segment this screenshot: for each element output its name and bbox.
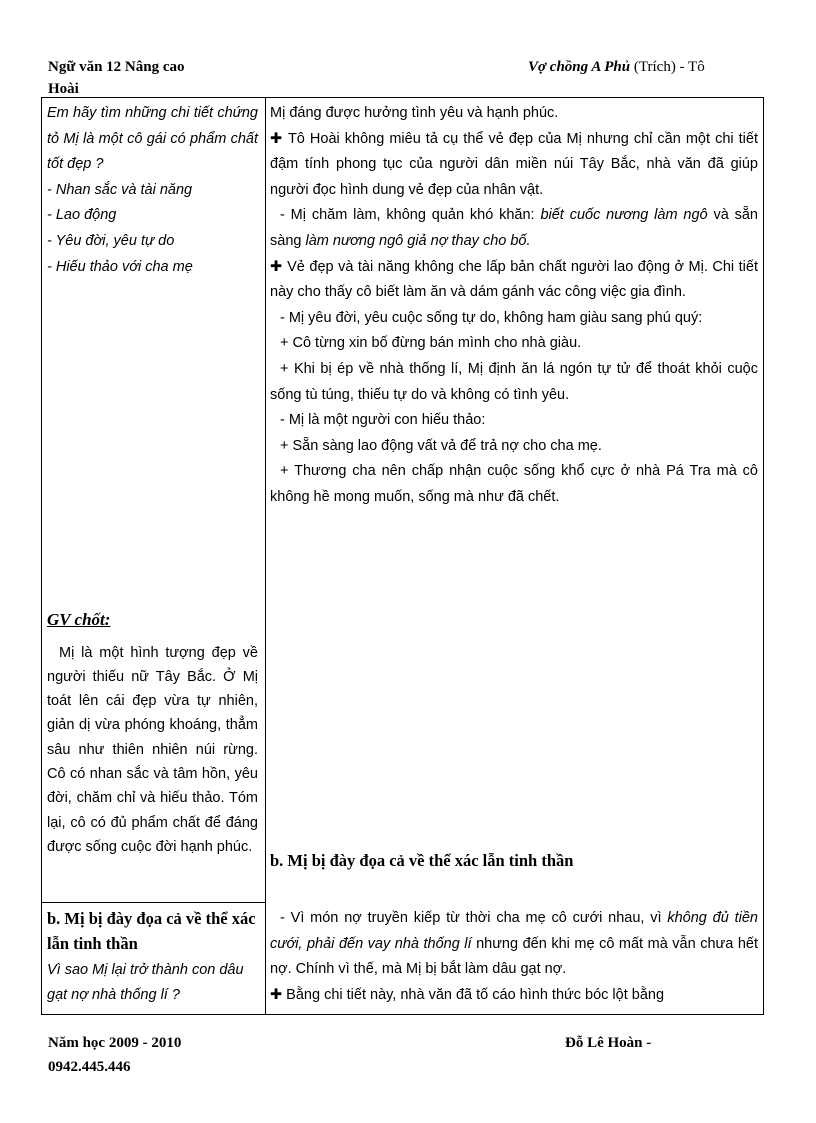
column-divider bbox=[265, 97, 266, 1015]
section-b-title-right: b. Mị bị đày đọa cả về thể xác lẫn tinh thần bbox=[270, 851, 574, 870]
list-item: - Hiếu thảo với cha mẹ bbox=[47, 258, 193, 275]
list-item: - Nhan sắc và tài năng bbox=[47, 181, 193, 198]
right-p7: + Khi bị ép về nhà thống lí, Mị định ăn lá ngón tự tử để thoát khỏi cuộc sống tù túng, thiếu tự do và không có tình yêu. bbox=[270, 360, 758, 403]
footer-left bbox=[48, 1031, 248, 1079]
gv-title: GV chốt: bbox=[47, 610, 111, 629]
footer-phone: 0942.445.446 bbox=[48, 1059, 131, 1075]
footer-school-year: Năm học 2009 - 2010 bbox=[48, 1035, 182, 1051]
footer-author: Đỗ Lê Hoàn - bbox=[565, 1035, 652, 1051]
header-author-tail: Hoài bbox=[48, 81, 79, 97]
question-2: Vì sao Mị lại trở thành con dâu gạt nợ nhà thống lí ? bbox=[47, 962, 244, 1003]
left-column-lower bbox=[47, 906, 259, 1008]
right-p6: + Cô từng xin bố đừng bán mình cho nhà giàu. bbox=[280, 335, 582, 352]
header-work-rest: (Trích) - Tô bbox=[630, 59, 705, 75]
right-p1: Mị đáng được hưởng tình yêu và hạnh phúc. bbox=[270, 105, 559, 121]
section-b-title-left: b. Mị bị đày đọa cả về thể xác lẫn tinh thần bbox=[47, 909, 256, 953]
gv-block bbox=[47, 607, 258, 859]
right-p10: + Thương cha nên chấp nhận cuộc sống khổ cực ở nhà Pá Tra mà cô không hề mong muốn, sống mà như đã chết. bbox=[270, 463, 758, 505]
right-p11: - Vì món nợ truyền kiếp từ thời cha mẹ cô cưới nhau, vì không đủ tiền cưới, phải đến vay nhà thống lí nhưng đến khi mẹ cô mất mà vẫn chưa hết nợ. Chính vì thế, mà Mị bị bắt làm dâu gạt nợ. bbox=[270, 910, 758, 978]
right-p9: + Sẵn sàng lao động vất vả để trả nợ cho cha mẹ. bbox=[280, 437, 602, 454]
list-item: - Lao động bbox=[47, 207, 117, 224]
right-p5: - Mị yêu đời, yêu cuộc sống tự do, không ham giàu sang phú quý: bbox=[280, 309, 703, 326]
right-column-lower bbox=[270, 906, 758, 1008]
left-row-divider bbox=[41, 902, 266, 903]
header-left bbox=[48, 56, 248, 100]
right-p2: ✚ Tô Hoài không miêu tả cụ thể vẻ đẹp của Mị nhưng chỉ cần một chi tiết đậm tính phong tục của người dân miền núi Tây Bắc, nhà văn đã giúp người đọc hình dung vẻ đẹp của nhân vật. bbox=[270, 130, 758, 198]
header-subject: Ngữ văn 12 Nâng cao bbox=[48, 59, 185, 75]
question-1: Em hãy tìm những chi tiết chứng tỏ Mị là một cô gái có phẩm chất tốt đẹp ? bbox=[47, 105, 258, 173]
left-column-upper bbox=[47, 101, 258, 280]
list-item: - Yêu đời, yêu tự do bbox=[47, 232, 175, 249]
gv-text: Mị là một hình tượng đẹp về người thiếu nữ Tây Bắc. Ở Mị toát lên cái đẹp vừa tự nhiên, giản dị vừa phóng khoáng, thẳm sâu như thiên nhiên núi rừng. Cô có nhan sắc và tâm hồn, yêu đời, chăm chỉ và hiếu thảo. Tóm lại, cô có đủ phẩm chất để đáng được sống cuộc đời hạnh phúc. bbox=[47, 644, 258, 855]
header-right bbox=[528, 56, 768, 78]
right-p12: ✚ Bằng chi tiết này, nhà văn đã tố cáo hình thức bóc lột bằng bbox=[270, 986, 665, 1003]
right-p4: ✚ Vẻ đẹp và tài năng không che lấp bản chất người lao động ở Mị. Chi tiết này cho thấy cô biết làm ăn và dám gánh vác công việc gia đình. bbox=[270, 258, 758, 301]
header-work-title: Vợ chồng A Phủ bbox=[528, 59, 631, 75]
right-p3: - Mị chăm làm, không quản khó khăn: biết cuốc nương làm ngô và sẵn sàng làm nương ngô giả nợ thay cho bố. bbox=[270, 207, 758, 249]
right-p8: - Mị là một người con hiếu thảo: bbox=[280, 412, 486, 429]
right-column bbox=[270, 101, 758, 511]
